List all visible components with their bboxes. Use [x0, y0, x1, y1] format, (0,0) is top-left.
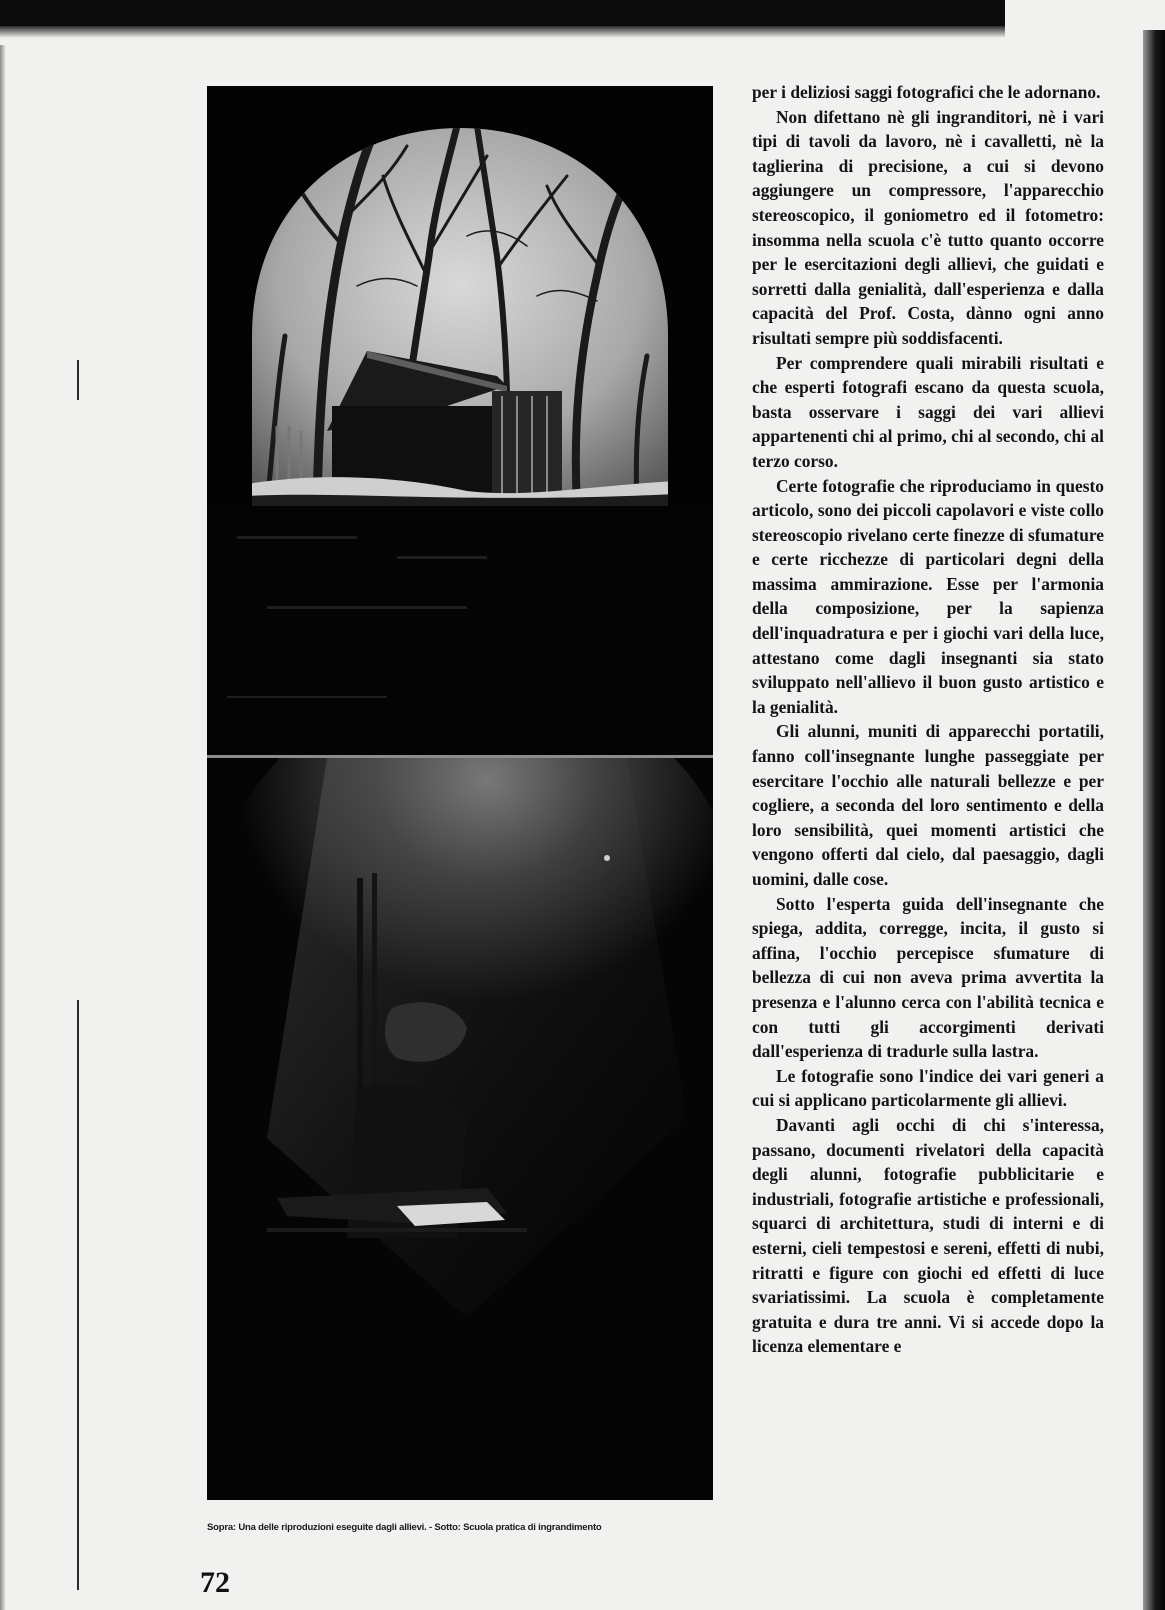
photo-enlarging-school	[207, 758, 713, 1500]
article-text-column	[752, 80, 1104, 1359]
paragraph: Sotto l'esperta guida dell'insegnante che spiega, addita, corregge, incita, il gusto si affina, l'occhio percepisce sfumature di bellezza di cui non aveva prima avvertita la presenza e l'alunno cerca con l'abilità tecnica e con tutti gli accorgimenti derivati dall'esperienza di tradurle sulla lastra.	[752, 893, 1104, 1062]
paragraph: Certe fotografie che riproduciamo in questo articolo, sono dei piccoli capolavori e viste collo stereoscopio rivelano certe finezze di sfumature e certe ricchezze di particolari degni della massima ammirazione. Esse per l'armonia della composizione, per la sapienza dell'inquadratura e per i giochi vari della luce, attestano come dagli insegnanti sia stato sviluppato nell'allievo il buon gusto artistico e la genialità.	[752, 475, 1104, 717]
paragraph: Davanti agli occhi di chi s'interessa, passano, documenti rivelatori della capacità degli alunni, fotografie pubblicitarie e industriali, fotografie artistiche e professionali, squarci di architettura, studi di interni e di esterni, cieli tempestosi e sereni, effetti di nubi, ritratti e figure con giochi ed effetti di luce svariatissimi. La scuola è completamente gratuita e dura tre anni. Vi si accede dopo la licenza elementare e	[752, 1114, 1104, 1357]
paragraph: Gli alunni, muniti di apparecchi portatili, fanno coll'insegnante lunghe passeggiate per esercitare l'occhio alle naturali bellezze e per cogliere, a seconda del loro sentimento e della loro sensibilità, quei momenti artistici che vengono offerti dal cielo, dal paesaggio, dagli uomini, dalle cose.	[752, 721, 1104, 889]
paragraph: Le fotografie sono l'indice dei vari generi a cui si applicano particolarmente gli allievi.	[752, 1065, 1104, 1111]
page-number: 72	[200, 1566, 230, 1599]
paragraph: Per comprendere quali mirabili risultati e che esperti fotografi escano da questa scuola, basta osservare i saggi dei vari allievi appartenenti chi al primo, chi al secondo, chi al terzo corso.	[752, 352, 1104, 471]
photo-caption: Sopra: Una delle riproduzioni eseguite dagli allievi. - Sotto: Scuola pratica di ingrandimento	[207, 1522, 602, 1533]
scan-top-shadow	[0, 26, 1005, 38]
scan-right-edge	[1143, 30, 1165, 1610]
gutter-mark	[77, 1000, 79, 1590]
scan-left-edge	[0, 45, 6, 1610]
paragraph: Non difettano nè gli ingranditori, nè i vari tipi di tavoli da lavoro, nè i cavalletti, nè la taglierina di precisione, a cui si devono aggiungere un compressore, l'apparecchio stereoscopico, il goniometro ed il fotometro: insomma nella scuola c'è tutto quanto occorre per le esercitazioni degli allievi, che guidati e sorretti dalla genialità, dall'esperienza e dalla capacità del Prof. Costa, dànno ogni anno risultati sempre più soddisfacenti.	[752, 106, 1104, 348]
gutter-mark	[77, 360, 79, 400]
paragraph: per i deliziosi saggi fotografici che le adornano.	[752, 82, 1101, 102]
photo-arch-hut	[207, 86, 713, 756]
scan-top-edge	[0, 0, 1005, 28]
